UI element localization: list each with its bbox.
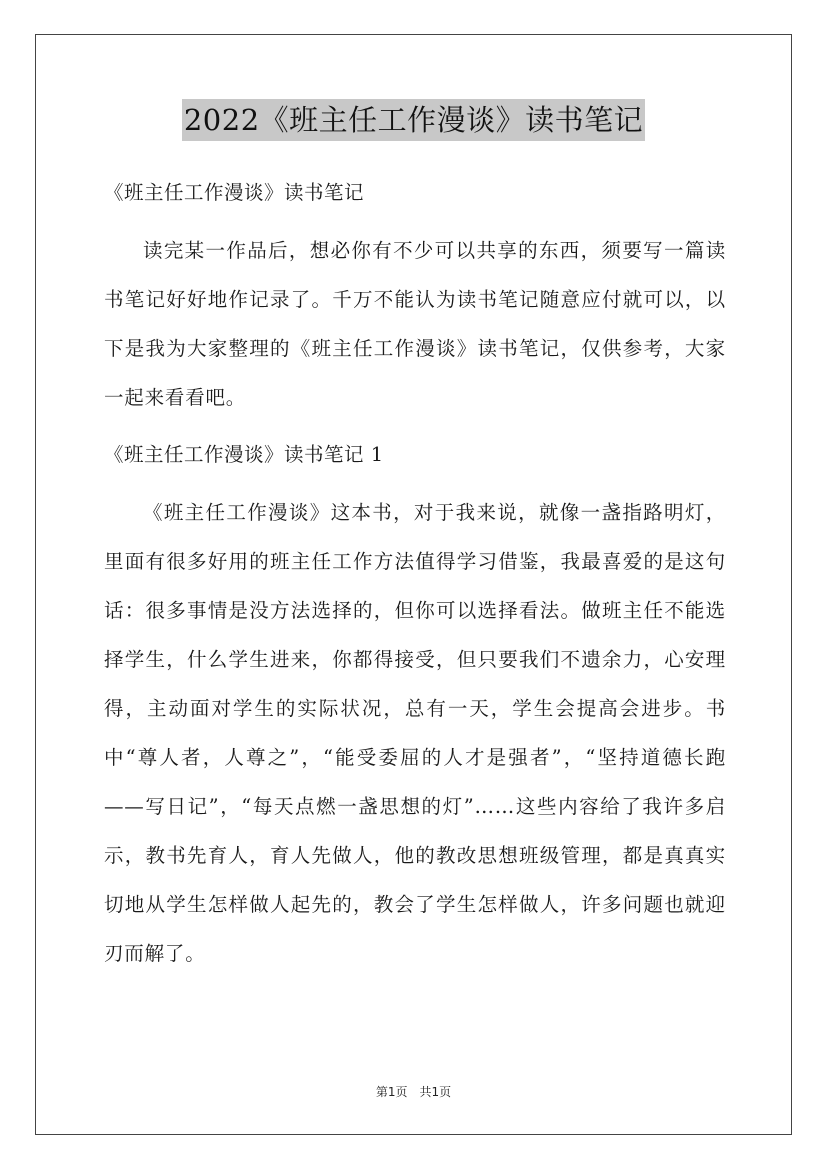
document-title: 2022《班主任工作漫谈》读书笔记 xyxy=(182,99,645,141)
document-body xyxy=(104,170,726,978)
title-container xyxy=(0,99,827,141)
section-paragraph: 《班主任工作漫谈》这本书，对于我来说，就像一盏指路明灯，里面有很多好用的班主任工作方法值得学习借鉴，我最喜爱的是这句话：很多事情是没方法选择的，但你可以选择看法。做班主任不能选择学生，什么学生进来，你都得接受，但只要我们不遗余力，心安理得，主动面对学生的实际状况，总有一天，学生会提高会进步。书中“尊人者，人尊之”，“能受委屈的人才是强者”，“坚持道德长跑——写日记”，“每天点燃一盏思想的灯”……这些内容给了我许多启示，教书先育人，育人先做人，他的教改思想班级管理，都是真真实切地从学生怎样做人起先的，教会了学生怎样做人，许多问题也就迎刃而解了。 xyxy=(104,501,726,965)
intro-paragraph: 读完某一作品后，想必你有不少可以共享的东西，须要写一篇读书笔记好好地作记录了。千万不能认为读书笔记随意应付就可以，以下是我为大家整理的《班主任工作漫谈》读书笔记，仅供参考，大家一起来看看吧。 xyxy=(104,239,726,409)
page-number-footer: 第1页 共1页 xyxy=(375,1085,452,1099)
subtitle-heading: 《班主任工作漫谈》读书笔记 xyxy=(104,181,365,204)
section-heading: 《班主任工作漫谈》读书笔记 1 xyxy=(104,443,384,466)
